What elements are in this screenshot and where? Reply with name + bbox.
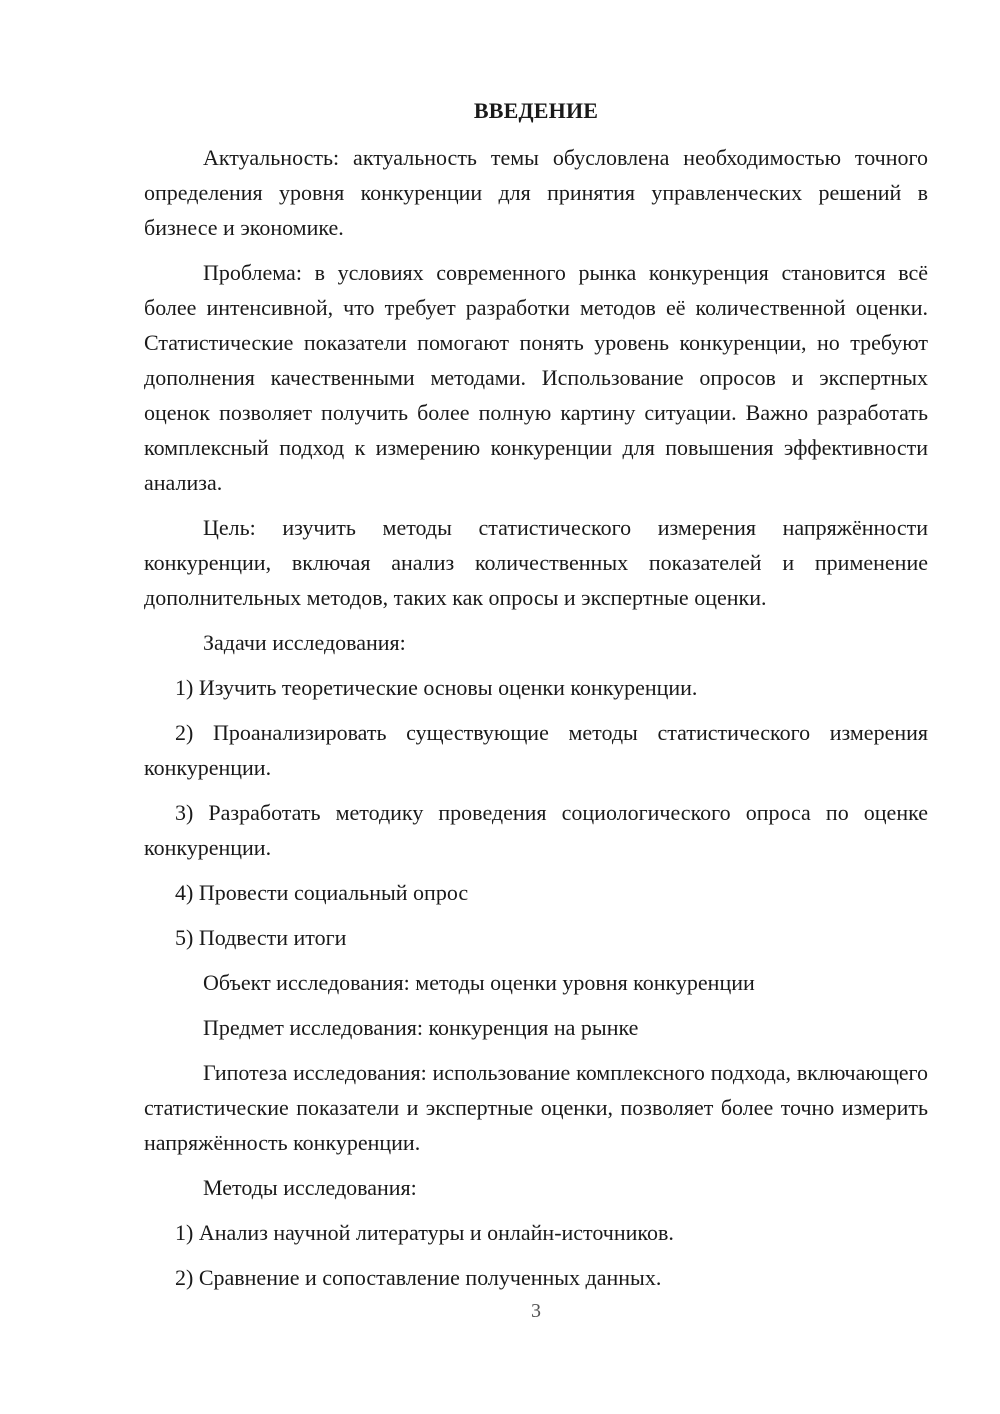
task-item-1: 1) Изучить теоретические основы оценки конкуренции. [175,675,698,700]
problem-paragraph: Проблема: в условиях современного рынка конкуренция становится всё более интенсивной, что требует разработки методов её количественной оценки. Статистические показатели помогают понять уровень конкуренции, но требуют дополнения качественными методами. Использование опросов и экспертных оценок позволяет получить более полную картину ситуации. Важно разработать комплексный подход к измерению конкуренции для повышения эффективности анализа. [144,260,928,495]
method-item-1: 1) Анализ научной литературы и онлайн-источников. [175,1220,674,1245]
method-item-2: 2) Сравнение и сопоставление полученных данных. [175,1265,662,1290]
research-object: Объект исследования: методы оценки уровня конкуренции [203,970,755,995]
methods-heading: Методы исследования: [203,1175,417,1200]
tasks-heading: Задачи исследования: [203,630,406,655]
task-item-2: 2) Проанализировать существующие методы статистического измерения конкуренции. [144,720,928,780]
goal-paragraph: Цель: изучить методы статистического измерения напряжённости конкуренции, включая анализ количественных показателей и применение дополнительных методов, таких как опросы и экспертные оценки. [144,515,928,610]
research-hypothesis: Гипотеза исследования: использование комплексного подхода, включающего статистические показатели и экспертные оценки, позволяет более точно измерить напряжённость конкуренции. [144,1060,928,1155]
section-title: ВВЕДЕНИЕ [473,98,599,123]
relevance-paragraph: Актуальность: актуальность темы обусловлена необходимостью точного определения уровня конкуренции для принятия управленческих решений в бизнесе и экономике. [144,145,928,240]
page-number: 3 [531,1300,541,1322]
task-item-3: 3) Разработать методику проведения социологического опроса по оценке конкуренции. [144,800,928,860]
task-item-5: 5) Подвести итоги [175,925,347,950]
page-content [144,93,928,1305]
research-subject: Предмет исследования: конкуренция на рынке [203,1015,639,1040]
task-item-4: 4) Провести социальный опрос [175,880,469,905]
